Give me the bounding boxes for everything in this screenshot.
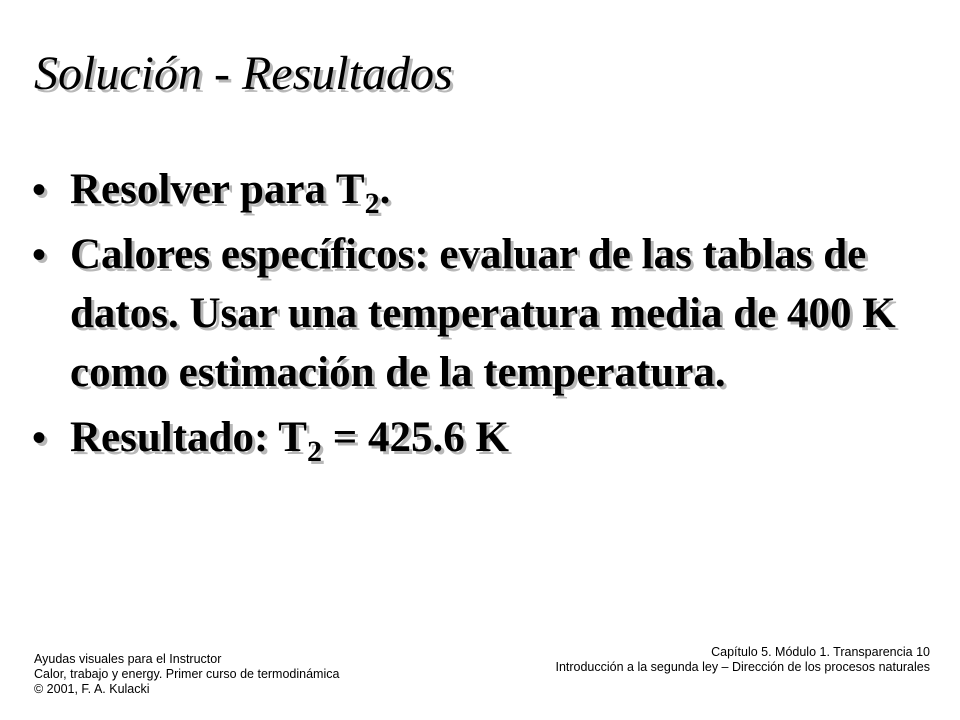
- bullet-text: Resolver para T: [70, 166, 365, 213]
- footer-line: Introducción a la segunda ley – Dirección de los procesos naturales: [555, 660, 930, 674]
- bullet-text-tail: .: [379, 166, 391, 213]
- bullet-item-calores: [30, 225, 935, 402]
- footer-right: [555, 645, 930, 675]
- bullet-icon: •: [32, 232, 47, 277]
- bullet-item-resultado: [30, 408, 935, 467]
- bullet-text: Resultado: T: [70, 414, 307, 461]
- footer-line: Calor, trabajo y energy. Primer curso de termodinámica: [34, 667, 340, 681]
- footer-line: Ayudas visuales para el Instructor: [34, 652, 222, 666]
- bullet-item-resolver: [30, 160, 935, 219]
- footer-line: © 2001, F. A. Kulacki: [34, 682, 150, 696]
- footer-left: [34, 652, 339, 697]
- slide-title: Solución - Resultados: [34, 47, 453, 100]
- subscript: 2: [364, 187, 380, 220]
- subscript: 2: [306, 435, 322, 468]
- footer-line: Capítulo 5. Módulo 1. Transparencia 10: [711, 645, 930, 659]
- bullet-text-tail: = 425.6 K: [321, 414, 509, 461]
- bullet-text: Calores específicos: evaluar de las tablas de datos. Usar una temperatura media de 400 K como estimación de la temperatura.: [70, 231, 896, 396]
- bullet-icon: •: [32, 415, 47, 460]
- bullet-list: [30, 160, 935, 473]
- bullet-icon: •: [32, 167, 47, 212]
